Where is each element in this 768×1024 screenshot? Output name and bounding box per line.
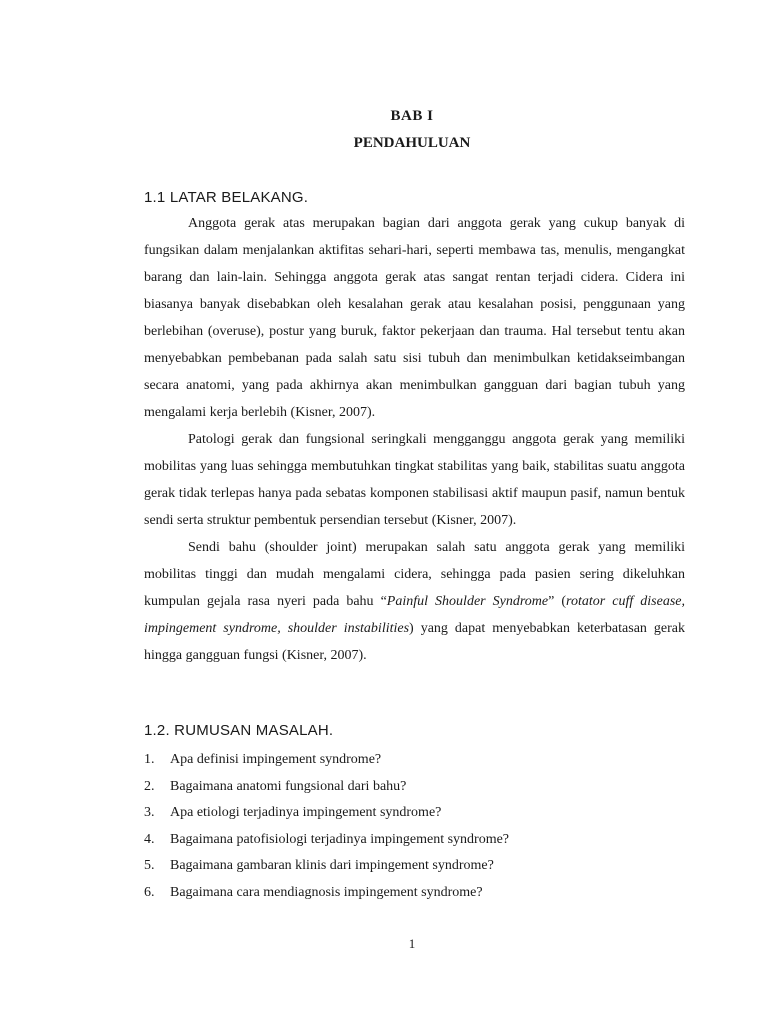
paragraph-text: ) yang dapat menyebabkan keterbatasan gerak hingga gangguan fungsi (Kisner, 2007). — [144, 621, 685, 663]
list-text: Bagaimana cara mendiagnosis impingement syndrome? — [170, 884, 483, 900]
list-number: 3. — [144, 805, 155, 821]
list-number: 1. — [144, 752, 155, 767]
list-item — [144, 827, 685, 854]
paragraph-text: Sendi bahu (shoulder joint) merupakan salah satu anggota gerak yang memiliki mobilitas tinggi dan mudah mengalami cidera, sehingga pada pasien sering dikeluhkan kumpulan gejala rasa nyeri pada bahu “ — [144, 540, 685, 609]
list-text: Bagaimana anatomi fungsional dari bahu? — [170, 778, 407, 794]
list-number: 4. — [144, 831, 155, 847]
paragraph-text: ” ( — [548, 594, 567, 609]
chapter-title: PENDAHULUAN — [353, 135, 471, 151]
section-heading-rumusan-masalah: 1.2. RUMUSAN MASALAH. — [144, 722, 334, 739]
list-number: 6. — [144, 884, 155, 900]
chapter-label: BAB I — [390, 108, 434, 124]
list-text: Bagaimana gambaran klinis dari impingement syndrome? — [170, 858, 494, 874]
list-item — [144, 747, 685, 774]
section-body-latar-belakang — [144, 210, 685, 669]
problem-list — [144, 747, 685, 907]
list-text: Apa etiologi terjadinya impingement syndrome? — [170, 805, 442, 821]
italic-term: rotator cuff disease, impingement syndrome, shoulder instabilities — [144, 594, 685, 636]
list-text: Apa definisi impingement syndrome? — [170, 752, 382, 767]
paragraph: Patologi gerak dan fungsional seringkali mengganggu anggota gerak yang memiliki mobilitas yang luas sehingga membutuhkan tingkat stabilitas yang baik, stabilitas suatu anggota gerak tidak terlepas hanya pada sebatas komponen stabilisasi aktif maupun pasif, namun bentuk sendi serta struktur pembentuk persendian tersebut (Kisner, 2007). — [144, 432, 685, 528]
list-item — [144, 774, 685, 801]
list-item — [144, 880, 685, 907]
section-heading-latar-belakang: 1.1 LATAR BELAKANG. — [144, 189, 309, 206]
list-number: 5. — [144, 858, 155, 874]
paragraph — [144, 534, 685, 669]
list-number: 2. — [144, 778, 155, 794]
list-item — [144, 853, 685, 880]
list-text: Bagaimana patofisiologi terjadinya impingement syndrome? — [170, 831, 510, 847]
page-number: 1 — [408, 936, 416, 951]
paragraph: Anggota gerak atas merupakan bagian dari anggota gerak yang cukup banyak di fungsikan dalam menjalankan aktifitas sehari-hari, seperti membawa tas, menulis, mengangkat barang dan lain-lain. Sehingga anggota gerak atas sangat rentan terjadi cidera. Cidera ini biasanya banyak disebabkan oleh kesalahan gerak atau kesalahan posisi, penggunaan yang berlebihan (overuse), postur yang buruk, faktor pekerjaan dan trauma. Hal tersebut tentu akan menyebabkan pembebanan pada salah satu sisi tubuh dan menimbulkan ketidakseimbangan secara anatomi, yang pada akhirnya akan menimbulkan gangguan dari bagian tubuh yang mengalami kerja berlebih (Kisner, 2007). — [144, 216, 685, 420]
italic-term: Painful Shoulder Syndrome — [386, 594, 549, 609]
list-item — [144, 800, 685, 827]
